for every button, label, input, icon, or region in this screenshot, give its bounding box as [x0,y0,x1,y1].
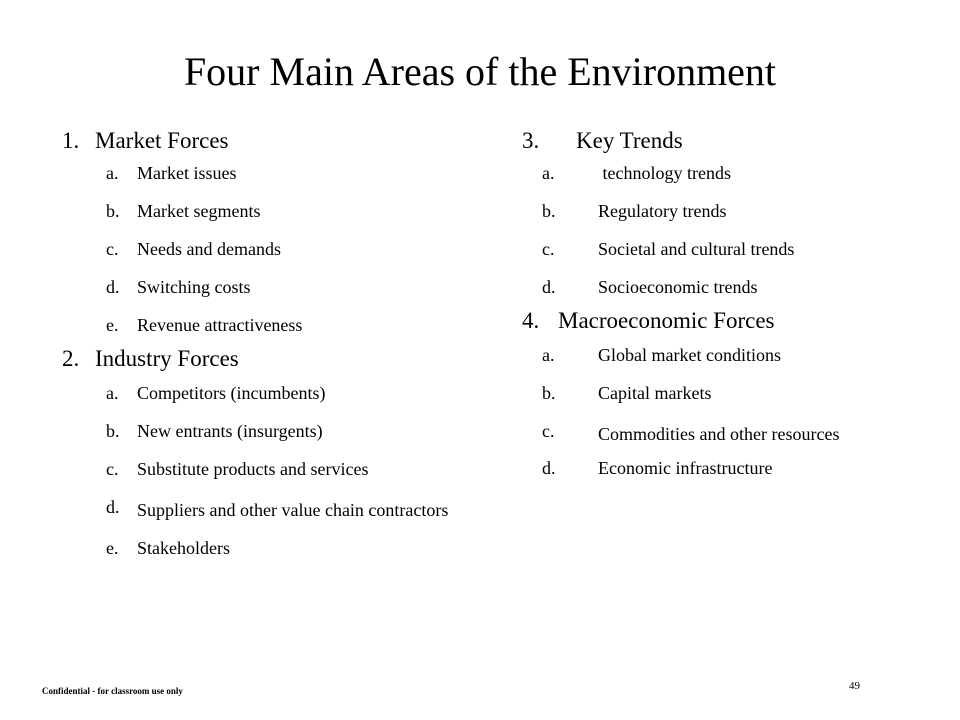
item-letter: d. [106,497,120,517]
item-letter: a. [542,345,555,365]
item-text: Competitors (incumbents) [137,383,326,403]
list-item [62,198,482,224]
item-letter: b. [106,201,120,221]
item-letter: c. [542,239,555,259]
list-item [522,342,942,368]
list-item [522,236,942,262]
list-item [522,455,942,481]
item-text: Switching costs [137,277,251,297]
item-letter: b. [542,383,556,403]
list-item [522,274,942,300]
item-text: New entrants (insurgents) [137,421,323,441]
section-heading [522,306,942,336]
list-item [62,380,482,406]
sub-list [62,380,482,561]
item-text: Commodities and other resources [598,424,840,444]
item-text: Stakeholders [137,538,230,558]
list-item [522,160,942,186]
list-item [522,418,942,451]
section-title: Macroeconomic Forces [558,308,775,333]
item-letter: c. [106,459,119,479]
item-letter: a. [542,163,555,183]
section-industry-forces [62,344,482,561]
item-letter: d. [542,277,556,297]
sub-list [522,160,942,300]
section-number: 3. [522,128,540,153]
item-text: Needs and demands [137,239,281,259]
list-item [62,312,482,338]
list-item [62,535,482,561]
item-letter: a. [106,383,119,403]
item-text: Global market conditions [598,345,781,365]
item-text: Substitute products and services [137,459,369,479]
item-text: Suppliers and other value chain contractors [137,500,449,520]
section-title: Key Trends [576,128,683,153]
sub-list [62,160,482,338]
section-number: 1. [62,128,80,153]
section-number: 4. [522,308,540,333]
list-item [62,160,482,186]
item-text: Societal and cultural trends [598,239,795,259]
left-column [62,126,482,573]
list-item [522,198,942,224]
slide-title: Four Main Areas of the Environment [183,49,777,94]
right-column [522,126,942,493]
list-item [62,236,482,262]
list-item [62,456,482,482]
item-text: Market issues [137,163,237,183]
section-title: Industry Forces [95,346,239,371]
list-item [62,274,482,300]
item-text: technology trends [598,163,731,183]
item-text: Market segments [137,201,261,221]
section-heading [62,344,482,374]
item-letter: c. [542,421,555,441]
section-number: 2. [62,346,80,371]
item-text: Capital markets [598,383,712,403]
item-text: Regulatory trends [598,201,727,221]
item-letter: b. [542,201,556,221]
section-key-trends [522,126,942,300]
page-number: 49 [849,680,860,692]
sub-list [522,342,942,481]
list-item [62,418,482,444]
item-letter: a. [106,163,119,183]
item-letter: e. [106,538,119,558]
item-letter: d. [106,277,120,297]
section-macroeconomic-forces [522,306,942,481]
item-text: Economic infrastructure [598,458,773,478]
list-item [62,494,482,527]
item-letter: e. [106,315,119,335]
section-title: Market Forces [95,128,229,153]
item-letter: d. [542,458,556,478]
item-letter: c. [106,239,119,259]
item-text: Socioeconomic trends [598,277,758,297]
section-market-forces [62,126,482,338]
section-heading [522,126,942,156]
section-heading [62,126,482,156]
confidential-footer: Confidential - for classroom use only [42,686,183,696]
item-text: Revenue attractiveness [137,315,303,335]
item-letter: b. [106,421,120,441]
list-item [522,380,942,406]
